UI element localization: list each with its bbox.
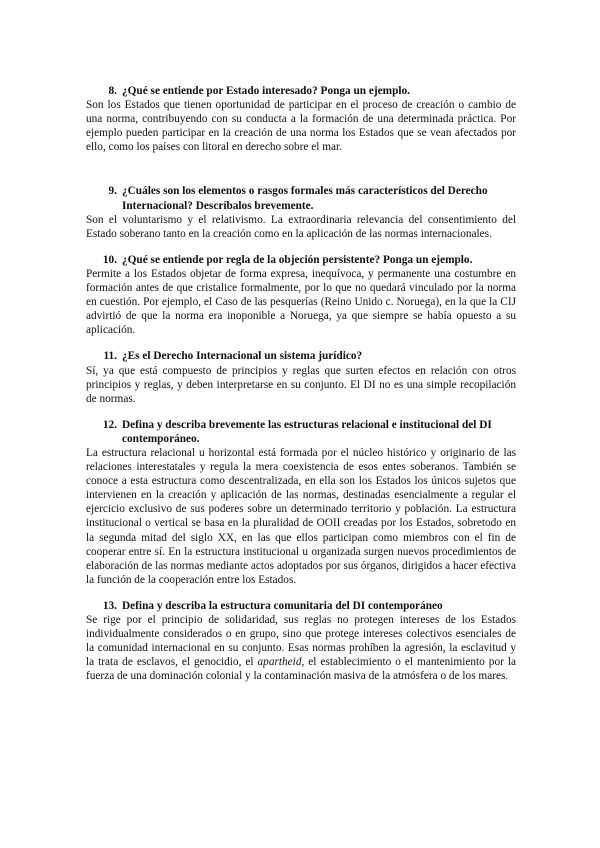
question-8 [86, 84, 516, 154]
answer-paragraph: La estructura relacional u horizontal está formada por el núcleo histórico y originario de las relaciones interestatales y regula la mera coexistencia de esos entes soberanos. También se conoce a esta estructura como descentralizada, en ella son los Estados los únicos sujetos que intervienen en la creación y aplicación de las normas, destinadas esencialmente a regular el ejercicio exclusivo de sus poderes sobre un determinado territorio y población. La estructura institucional o vertical se basa en la pluralidad de OOII creadas por los Estados, sobretodo en la segunda mitad del siglo XX, en las que ellos participan como miembros con el fin de cooperar entre sí. En la estructura institucional u organizada surgen nuevos procedimientos de elaboración de las normas mediante actos adoptados por sus órganos, dirigidos a hacer efectiva la función de la cooperación entre los Estados. [86, 446, 516, 586]
answer-paragraph: Permite a los Estados objetar de forma expresa, inequívoca, y permanente una costumbre en formación antes de que cristalice formalmente, por lo que no quedará vinculado por la norma en cuestión. Por ejemplo, el Caso de las pesquerías (Reino Unido c. Noruega), en la que la CIJ advirtió de que la norma era inoponible a Noruega, ya que siempre se había opuesto a su aplicación. [86, 267, 516, 337]
question-12 [86, 418, 516, 587]
answer-paragraph: Son los Estados que tienen oportunidad de participar en el proceso de creación o cambio de una norma, contribuyendo con su conducta a la formación de una determinada práctica. Por ejemplo pueden participar en la creación de una norma los Estados que se vean afectados por ello, como los países con litoral en derecho sobre el mar. [86, 99, 516, 154]
question-9 [86, 184, 516, 240]
question-11 [86, 349, 516, 405]
question-text: ¿Qué se entiende por regla de la objeción persistente? Ponga un ejemplo. [122, 253, 473, 266]
question-number: 13. [102, 599, 117, 612]
question-text: Defina y describa la estructura comunitaria del DI contemporáneo [122, 599, 443, 612]
answer-text-start: Se rige por el principio de solidaridad, sus reglas no protegen intereses de los Estados individualmente considerados o en grupo, sino que protege intereses colectivos esenciales de la comunidad internacional en su conjunto. Esas normas prohíben la agresión, la esclavitud y la trata de esclavos, el genocidio, el [86, 614, 516, 669]
question-text: ¿Cuáles son los elementos o rasgos formales más característicos del Derecho Internacional? Descríbalos brevemente. [122, 185, 488, 212]
question-heading [86, 599, 516, 613]
question-number: 10. [102, 253, 117, 266]
answer-paragraph: Son el voluntarismo y el relativismo. La extraordinaria relevancia del consentimiento del Estado soberano tanto en la creación como en la aplicación de las normas internacionales. [86, 213, 516, 240]
answer-paragraph [86, 613, 516, 683]
question-text: ¿Qué se entiende por Estado interesado? Ponga un ejemplo. [122, 85, 410, 97]
question-heading [86, 418, 516, 446]
answer-paragraph: Sí, ya que está compuesto de principios y reglas que surten efectos en relación con otros principios y reglas, y deben interpretarse en su conjunto. El DI no es una simple recopilación de normas. [86, 364, 516, 405]
question-text: ¿Es el Derecho Internacional un sistema jurídico? [122, 350, 363, 363]
question-heading [86, 349, 516, 363]
question-text: Defina y describa brevemente las estructuras relacional e institucional del DI contemporáneo. [122, 418, 492, 445]
document-page [86, 84, 516, 683]
question-heading [86, 84, 516, 98]
answer-text-end: , el establecimiento o el mantenimiento por la fuerza de una dominación colonial y la contaminación masiva de la atmósfera o de los mares. [86, 656, 516, 683]
question-heading [86, 184, 516, 212]
question-10 [86, 253, 516, 338]
question-heading [86, 253, 516, 267]
question-number: 12. [102, 418, 117, 431]
question-number: 9. [108, 185, 117, 198]
question-13 [86, 599, 516, 684]
question-number: 8. [108, 85, 117, 97]
apartheid-term: apartheid [257, 656, 302, 669]
question-number: 11. [103, 350, 117, 363]
